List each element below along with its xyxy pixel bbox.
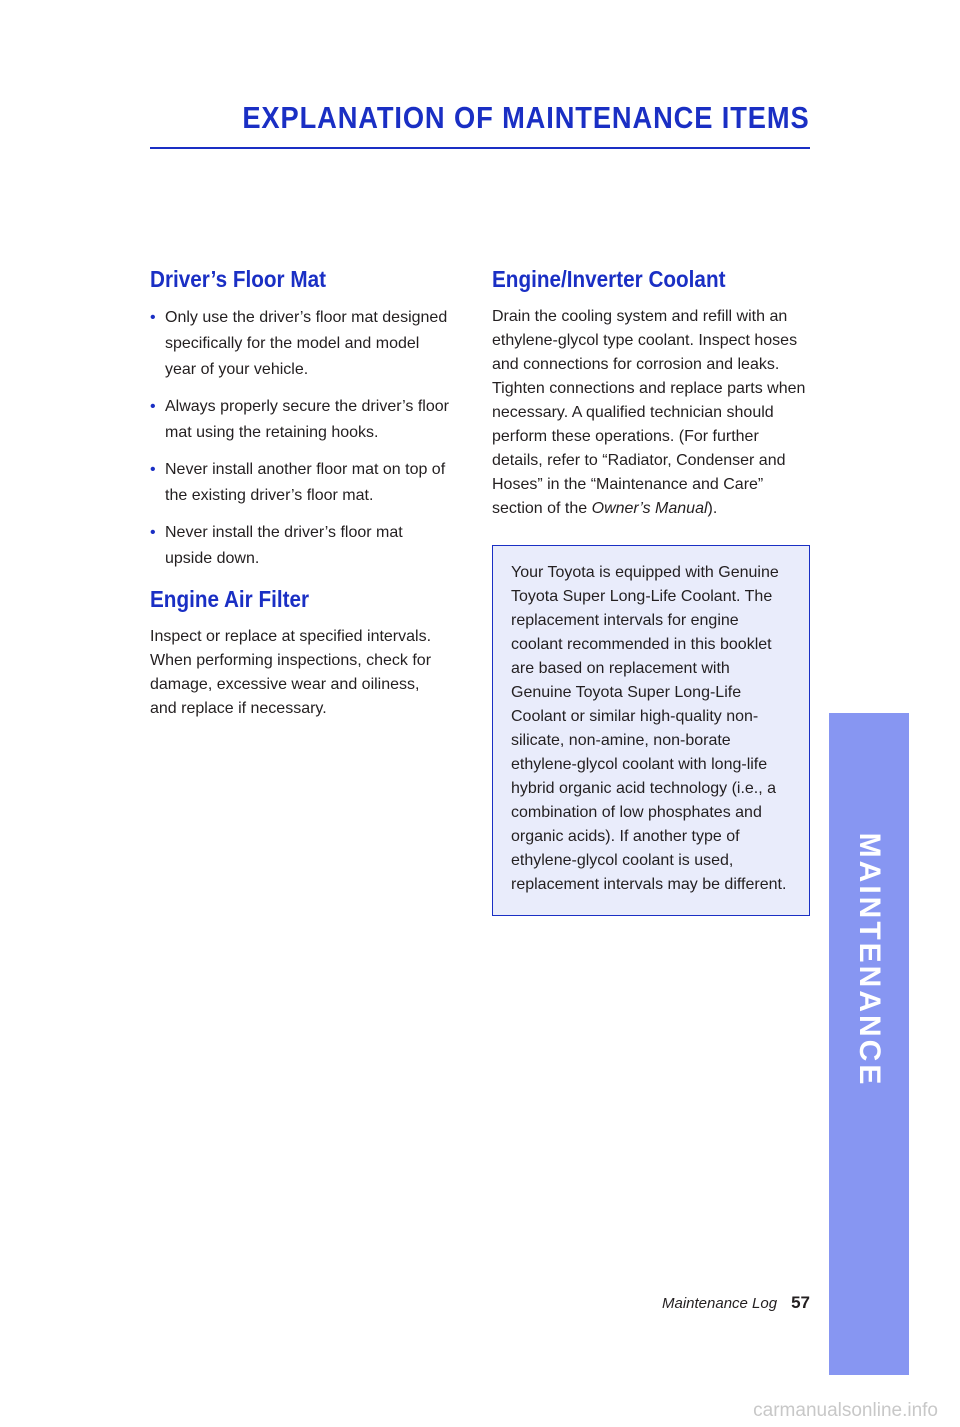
list-item	[150, 394, 450, 446]
floor-mat-bullet-list	[150, 305, 450, 572]
bullet-icon: •	[150, 461, 156, 478]
bullet-text: Always properly secure the driver’s floor mat using the retaining hooks.	[165, 398, 449, 441]
coolant-body	[492, 305, 812, 521]
bullet-text: Only use the driver’s floor mat designed specifically for the model and model year of your vehicle.	[165, 309, 448, 378]
bullet-icon: •	[150, 524, 156, 541]
bullet-icon: •	[150, 398, 156, 415]
air-filter-body: Inspect or replace at specified intervals. When performing inspections, check for damage, excessive wear and oiliness, and replace if necessary.	[150, 628, 432, 717]
coolant-heading: Engine/Inverter Coolant	[492, 266, 726, 292]
coolant-body-text: Drain the cooling system and refill with an ethylene-glycol type coolant. Inspect hoses and connections for corrosion and leaks. Tighten connections and replace parts when necessary. A qualified technician should perform these operations. (For further details, refer to “Radiator, Condenser and Hoses” in the “Maintenance and Care” section of the	[492, 308, 806, 517]
coolant-note-box: Your Toyota is equipped with Genuine Toyota Super Long-Life Coolant. The replacement intervals for engine coolant recommended in this booklet are based on replacement with Genuine Toyota Super Long-Life Coolant or similar high-quality non-silicate, non-amine, non-borate ethylene-glycol coolant with long-life hybrid organic acid technology (i.e., a combination of low phosphates and organic acids). If another type of ethylene-glycol coolant is used, replacement intervals may be different.	[492, 545, 810, 916]
watermark: carmanualsonline.info	[753, 1400, 938, 1421]
coolant-body-tail: ).	[707, 500, 718, 517]
section-side-tab	[829, 713, 909, 1375]
list-item	[150, 305, 450, 383]
air-filter-heading: Engine Air Filter	[150, 586, 310, 612]
list-item	[150, 457, 450, 509]
bullet-text: Never install the driver’s floor mat upside down.	[165, 524, 403, 567]
footer-section-name: Maintenance Log	[661, 1295, 778, 1312]
left-column	[150, 266, 450, 721]
page-footer	[662, 1293, 810, 1313]
bullet-text: Never install another floor mat on top of the existing driver’s floor mat.	[165, 461, 446, 504]
right-column	[492, 266, 812, 916]
owners-manual-reference: Owner’s Manual	[591, 500, 708, 517]
floor-mat-heading: Driver’s Floor Mat	[150, 266, 326, 292]
header-divider	[150, 147, 810, 149]
side-tab-label: MAINTENANCE	[853, 832, 886, 1088]
page-number: 57	[791, 1293, 810, 1312]
list-item	[150, 520, 450, 572]
page-header-title: EXPLANATION OF MAINTENANCE ITEMS	[242, 100, 810, 135]
bullet-icon: •	[150, 309, 156, 326]
